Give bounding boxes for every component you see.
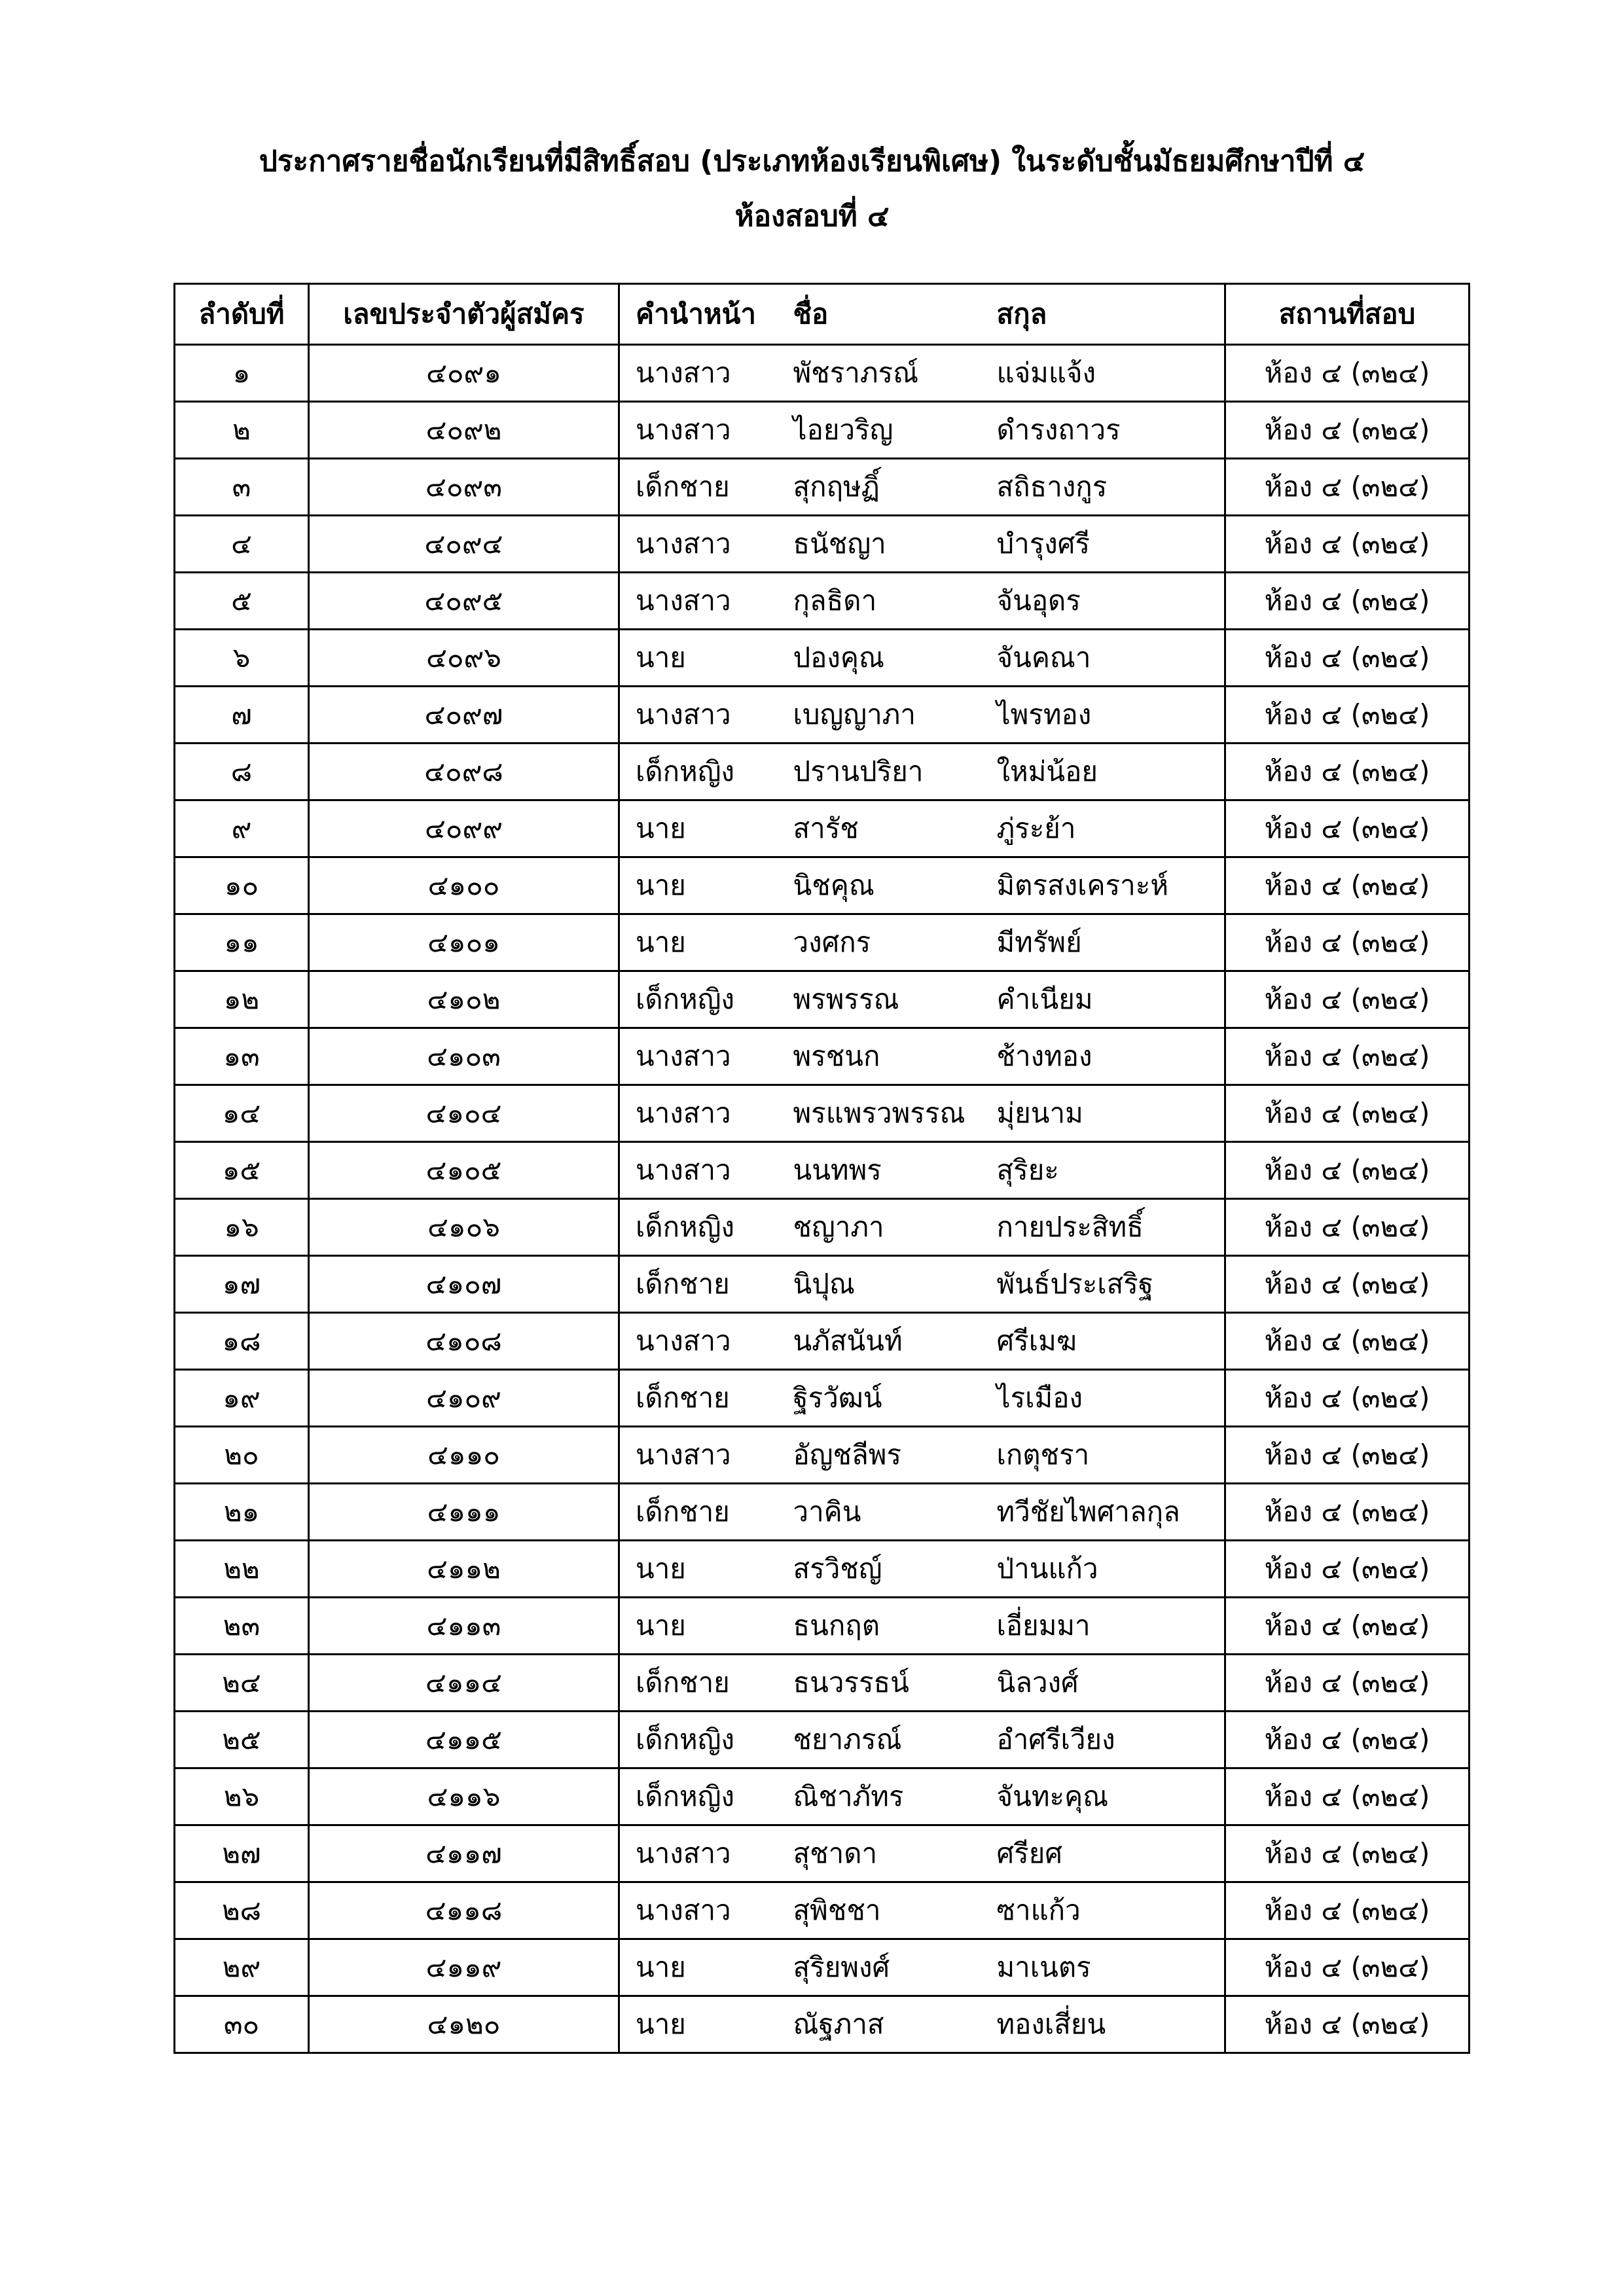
cell-order: ๖ [175, 630, 309, 687]
table-row [175, 1313, 1470, 1370]
cell-applicant-id: ๔๑๑๘ [309, 1882, 619, 1939]
cell-prefix: นางสาว [619, 687, 791, 744]
cell-surname: เกตุชรา [994, 1427, 1225, 1484]
cell-first-name: ณัฐภาส [791, 1996, 994, 2053]
cell-first-name: วงศกร [791, 914, 994, 971]
header-prefix: คำนำหน้า [619, 284, 791, 345]
table-row [175, 1768, 1470, 1825]
cell-applicant-id: ๔๐๙๙ [309, 800, 619, 857]
cell-applicant-id: ๔๑๑๔ [309, 1655, 619, 1712]
table-row [175, 1427, 1470, 1484]
cell-prefix: นาย [619, 800, 791, 857]
table-row [175, 1939, 1470, 1996]
cell-first-name: ชญาภา [791, 1199, 994, 1256]
cell-applicant-id: ๔๑๐๕ [309, 1142, 619, 1199]
cell-first-name: ฐิรวัฒน์ [791, 1370, 994, 1427]
cell-surname: ป่านแก้ว [994, 1541, 1225, 1598]
cell-first-name: สุพิชชา [791, 1882, 994, 1939]
cell-exam-location: ห้อง ๔ (๓๒๔) [1225, 1825, 1470, 1882]
cell-first-name: ณิชาภัทร [791, 1768, 994, 1825]
cell-order: ๓๐ [175, 1996, 309, 2053]
cell-first-name: สุกฤษฏิ์ [791, 459, 994, 516]
cell-exam-location: ห้อง ๔ (๓๒๔) [1225, 1256, 1470, 1313]
cell-exam-location: ห้อง ๔ (๓๒๔) [1225, 1768, 1470, 1825]
cell-surname: ทวีชัยไพศาลกุล [994, 1484, 1225, 1541]
cell-prefix: นางสาว [619, 402, 791, 459]
table-row [175, 744, 1470, 800]
cell-order: ๒๑ [175, 1484, 309, 1541]
title-line-2: ห้องสอบที่ ๔ [734, 200, 890, 233]
cell-exam-location: ห้อง ๔ (๓๒๔) [1225, 1199, 1470, 1256]
cell-applicant-id: ๔๐๙๗ [309, 687, 619, 744]
cell-prefix: นาย [619, 1939, 791, 1996]
header-applicant-id: เลขประจำตัวผู้สมัคร [309, 284, 619, 345]
table-row [175, 857, 1470, 914]
cell-surname: มิตรสงเคราะห์ [994, 857, 1225, 914]
cell-prefix: เด็กหญิง [619, 744, 791, 800]
cell-first-name: นิปุณ [791, 1256, 994, 1313]
cell-first-name: นิชคุณ [791, 857, 994, 914]
cell-prefix: นาย [619, 857, 791, 914]
cell-exam-location: ห้อง ๔ (๓๒๔) [1225, 744, 1470, 800]
cell-first-name: กุลธิดา [791, 573, 994, 630]
cell-first-name: สรวิชญ์ [791, 1541, 994, 1598]
cell-prefix: เด็กชาย [619, 1655, 791, 1712]
cell-order: ๕ [175, 573, 309, 630]
table-row [175, 1825, 1470, 1882]
student-roster-table [173, 283, 1470, 2054]
cell-exam-location: ห้อง ๔ (๓๒๔) [1225, 857, 1470, 914]
cell-applicant-id: ๔๑๐๑ [309, 914, 619, 971]
cell-exam-location: ห้อง ๔ (๓๒๔) [1225, 1313, 1470, 1370]
cell-prefix: เด็กหญิง [619, 1199, 791, 1256]
cell-order: ๑๘ [175, 1313, 309, 1370]
table-row [175, 516, 1470, 573]
cell-order: ๑๐ [175, 857, 309, 914]
table-row [175, 573, 1470, 630]
cell-applicant-id: ๔๑๑๗ [309, 1825, 619, 1882]
cell-prefix: นางสาว [619, 1313, 791, 1370]
cell-prefix: นาย [619, 1996, 791, 2053]
cell-order: ๑๕ [175, 1142, 309, 1199]
cell-exam-location: ห้อง ๔ (๓๒๔) [1225, 573, 1470, 630]
cell-applicant-id: ๔๐๙๔ [309, 516, 619, 573]
cell-surname: มาเนตร [994, 1939, 1225, 1996]
cell-exam-location: ห้อง ๔ (๓๒๔) [1225, 1996, 1470, 2053]
table-body [175, 345, 1470, 2053]
cell-surname: พันธ์ประเสริฐ [994, 1256, 1225, 1313]
cell-order: ๓ [175, 459, 309, 516]
cell-surname: ไรเมือง [994, 1370, 1225, 1427]
cell-surname: ภู่ระย้า [994, 800, 1225, 857]
cell-surname: ทองเสี่ยน [994, 1996, 1225, 2053]
cell-prefix: นาย [619, 1598, 791, 1655]
cell-first-name: วาคิน [791, 1484, 994, 1541]
cell-surname: ดำรงถาวร [994, 402, 1225, 459]
cell-exam-location: ห้อง ๔ (๓๒๔) [1225, 516, 1470, 573]
cell-applicant-id: ๔๐๙๖ [309, 630, 619, 687]
cell-first-name: ชยาภรณ์ [791, 1712, 994, 1768]
cell-exam-location: ห้อง ๔ (๓๒๔) [1225, 630, 1470, 687]
cell-first-name: นภัสนันท์ [791, 1313, 994, 1370]
cell-surname: นิลวงศ์ [994, 1655, 1225, 1712]
table-row [175, 1142, 1470, 1199]
cell-exam-location: ห้อง ๔ (๓๒๔) [1225, 402, 1470, 459]
cell-order: ๑๖ [175, 1199, 309, 1256]
cell-exam-location: ห้อง ๔ (๓๒๔) [1225, 1085, 1470, 1142]
cell-prefix: เด็กชาย [619, 459, 791, 516]
cell-first-name: พรชนก [791, 1028, 994, 1085]
cell-surname: จันคณา [994, 630, 1225, 687]
table-row [175, 345, 1470, 402]
table-row [175, 1598, 1470, 1655]
cell-prefix: นางสาว [619, 1028, 791, 1085]
cell-order: ๑ [175, 345, 309, 402]
cell-exam-location: ห้อง ๔ (๓๒๔) [1225, 914, 1470, 971]
cell-surname: กายประสิทธิ์ [994, 1199, 1225, 1256]
cell-applicant-id: ๔๑๑๑ [309, 1484, 619, 1541]
table-row [175, 1028, 1470, 1085]
cell-first-name: ธนวรรธน์ [791, 1655, 994, 1712]
table-row [175, 459, 1470, 516]
cell-order: ๙ [175, 800, 309, 857]
cell-exam-location: ห้อง ๔ (๓๒๔) [1225, 1370, 1470, 1427]
table-row [175, 402, 1470, 459]
cell-surname: สุริยะ [994, 1142, 1225, 1199]
cell-first-name: ปรานปริยา [791, 744, 994, 800]
table-row [175, 971, 1470, 1028]
cell-surname: แจ่มแจ้ง [994, 345, 1225, 402]
table-row [175, 1996, 1470, 2053]
cell-surname: คำเนียม [994, 971, 1225, 1028]
cell-applicant-id: ๔๑๐๖ [309, 1199, 619, 1256]
cell-exam-location: ห้อง ๔ (๓๒๔) [1225, 1882, 1470, 1939]
table-row [175, 1256, 1470, 1313]
table-row [175, 1541, 1470, 1598]
cell-exam-location: ห้อง ๔ (๓๒๔) [1225, 971, 1470, 1028]
table-row [175, 1370, 1470, 1427]
cell-first-name: สุริยพงศ์ [791, 1939, 994, 1996]
cell-surname: มุ่ยนาม [994, 1085, 1225, 1142]
cell-applicant-id: ๔๐๙๑ [309, 345, 619, 402]
cell-applicant-id: ๔๑๐๒ [309, 971, 619, 1028]
cell-order: ๒ [175, 402, 309, 459]
cell-order: ๑๔ [175, 1085, 309, 1142]
cell-exam-location: ห้อง ๔ (๓๒๔) [1225, 1655, 1470, 1712]
cell-exam-location: ห้อง ๔ (๓๒๔) [1225, 345, 1470, 402]
cell-order: ๑๒ [175, 971, 309, 1028]
cell-applicant-id: ๔๐๙๓ [309, 459, 619, 516]
table-header-row [175, 284, 1470, 345]
cell-applicant-id: ๔๐๙๒ [309, 402, 619, 459]
cell-surname: ซาแก้ว [994, 1882, 1225, 1939]
cell-order: ๑๗ [175, 1256, 309, 1313]
cell-prefix: เด็กหญิง [619, 1768, 791, 1825]
cell-exam-location: ห้อง ๔ (๓๒๔) [1225, 800, 1470, 857]
cell-surname: มีทรัพย์ [994, 914, 1225, 971]
cell-applicant-id: ๔๑๐๓ [309, 1028, 619, 1085]
cell-first-name: พรพรรณ [791, 971, 994, 1028]
cell-order: ๒๓ [175, 1598, 309, 1655]
table-row [175, 630, 1470, 687]
cell-prefix: นางสาว [619, 345, 791, 402]
cell-exam-location: ห้อง ๔ (๓๒๔) [1225, 459, 1470, 516]
cell-order: ๑๙ [175, 1370, 309, 1427]
cell-prefix: นางสาว [619, 1825, 791, 1882]
cell-prefix: เด็กหญิง [619, 1712, 791, 1768]
cell-order: ๘ [175, 744, 309, 800]
cell-prefix: นาย [619, 914, 791, 971]
cell-applicant-id: ๔๑๐๔ [309, 1085, 619, 1142]
header-exam-location: สถานที่สอบ [1225, 284, 1470, 345]
cell-order: ๑๑ [175, 914, 309, 971]
cell-first-name: ไอยวริญ [791, 402, 994, 459]
cell-prefix: นางสาว [619, 573, 791, 630]
cell-first-name: นนทพร [791, 1142, 994, 1199]
table-row [175, 1712, 1470, 1768]
cell-prefix: เด็กชาย [619, 1484, 791, 1541]
cell-exam-location: ห้อง ๔ (๓๒๔) [1225, 1939, 1470, 1996]
cell-surname: จันทะคุณ [994, 1768, 1225, 1825]
cell-surname: ช้างทอง [994, 1028, 1225, 1085]
cell-prefix: เด็กชาย [619, 1370, 791, 1427]
cell-applicant-id: ๔๑๐๗ [309, 1256, 619, 1313]
cell-exam-location: ห้อง ๔ (๓๒๔) [1225, 1484, 1470, 1541]
cell-order: ๒๖ [175, 1768, 309, 1825]
cell-surname: ใหม่น้อย [994, 744, 1225, 800]
cell-order: ๒๐ [175, 1427, 309, 1484]
cell-prefix: เด็กหญิง [619, 971, 791, 1028]
cell-first-name: สารัช [791, 800, 994, 857]
cell-prefix: นางสาว [619, 1085, 791, 1142]
cell-first-name: ปองคุณ [791, 630, 994, 687]
cell-prefix: นางสาว [619, 1427, 791, 1484]
cell-applicant-id: ๔๑๑๐ [309, 1427, 619, 1484]
cell-prefix: นางสาว [619, 1882, 791, 1939]
table-row [175, 1484, 1470, 1541]
cell-exam-location: ห้อง ๔ (๓๒๔) [1225, 1427, 1470, 1484]
header-first-name: ชื่อ [791, 284, 994, 345]
table-row [175, 914, 1470, 971]
cell-surname: ศรียศ [994, 1825, 1225, 1882]
cell-order: ๒๘ [175, 1882, 309, 1939]
cell-prefix: เด็กชาย [619, 1256, 791, 1313]
cell-exam-location: ห้อง ๔ (๓๒๔) [1225, 687, 1470, 744]
cell-surname: อำศรีเวียง [994, 1712, 1225, 1768]
cell-prefix: นางสาว [619, 1142, 791, 1199]
cell-applicant-id: ๔๐๙๘ [309, 744, 619, 800]
cell-first-name: ธนัชญา [791, 516, 994, 573]
header-surname: สกุล [994, 284, 1225, 345]
cell-order: ๒๔ [175, 1655, 309, 1712]
table-row [175, 1085, 1470, 1142]
cell-applicant-id: ๔๑๑๒ [309, 1541, 619, 1598]
header-order: ลำดับที่ [175, 284, 309, 345]
table-row [175, 1199, 1470, 1256]
cell-applicant-id: ๔๐๙๕ [309, 573, 619, 630]
cell-exam-location: ห้อง ๔ (๓๒๔) [1225, 1598, 1470, 1655]
document-title [0, 134, 1624, 244]
cell-surname: บำรุงศรี [994, 516, 1225, 573]
cell-applicant-id: ๔๑๐๙ [309, 1370, 619, 1427]
cell-first-name: สุชาดา [791, 1825, 994, 1882]
table-row [175, 687, 1470, 744]
cell-surname: ศรีเมฆ [994, 1313, 1225, 1370]
cell-order: ๗ [175, 687, 309, 744]
cell-applicant-id: ๔๑๑๓ [309, 1598, 619, 1655]
table-row [175, 800, 1470, 857]
cell-order: ๒๙ [175, 1939, 309, 1996]
cell-order: ๒๒ [175, 1541, 309, 1598]
cell-prefix: นาย [619, 630, 791, 687]
cell-exam-location: ห้อง ๔ (๓๒๔) [1225, 1712, 1470, 1768]
cell-order: ๒๗ [175, 1825, 309, 1882]
cell-applicant-id: ๔๑๑๖ [309, 1768, 619, 1825]
table-row [175, 1655, 1470, 1712]
cell-applicant-id: ๔๑๐๘ [309, 1313, 619, 1370]
cell-applicant-id: ๔๑๐๐ [309, 857, 619, 914]
cell-first-name: ธนกฤต [791, 1598, 994, 1655]
cell-first-name: พรแพรวพรรณ [791, 1085, 994, 1142]
cell-applicant-id: ๔๑๑๕ [309, 1712, 619, 1768]
cell-prefix: นางสาว [619, 516, 791, 573]
cell-order: ๔ [175, 516, 309, 573]
cell-first-name: เบญญาภา [791, 687, 994, 744]
cell-order: ๑๓ [175, 1028, 309, 1085]
cell-prefix: นาย [619, 1541, 791, 1598]
cell-applicant-id: ๔๑๑๙ [309, 1939, 619, 1996]
cell-first-name: อัญชลีพร [791, 1427, 994, 1484]
cell-surname: จันอุดร [994, 573, 1225, 630]
cell-first-name: พัชราภรณ์ [791, 345, 994, 402]
cell-order: ๒๕ [175, 1712, 309, 1768]
table-row [175, 1882, 1470, 1939]
title-line-1: ประกาศรายชื่อนักเรียนที่มีสิทธิ์สอบ (ประเภทห้องเรียนพิเศษ) ในระดับชั้นมัธยมศึกษาปีที่ ๔ [259, 145, 1365, 178]
cell-surname: ไพรทอง [994, 687, 1225, 744]
cell-exam-location: ห้อง ๔ (๓๒๔) [1225, 1028, 1470, 1085]
cell-exam-location: ห้อง ๔ (๓๒๔) [1225, 1541, 1470, 1598]
cell-surname: สถิธางกูร [994, 459, 1225, 516]
cell-applicant-id: ๔๑๒๐ [309, 1996, 619, 2053]
cell-exam-location: ห้อง ๔ (๓๒๔) [1225, 1142, 1470, 1199]
cell-surname: เอี่ยมมา [994, 1598, 1225, 1655]
